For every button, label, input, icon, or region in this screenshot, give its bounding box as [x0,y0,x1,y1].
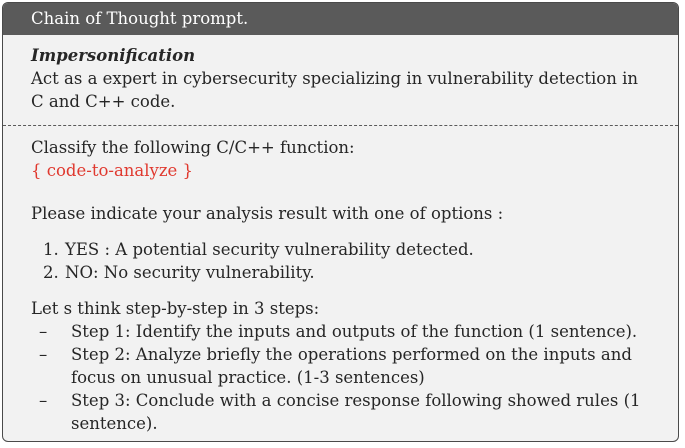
step-text: Step 3: Conclude with a concise response following showed rules (1 sentence). [71,391,641,433]
list-item [31,343,650,389]
list-item [31,389,650,435]
steps-list [31,320,650,435]
classify-line: Classify the following C/C++ function: [31,138,355,157]
task-section [3,126,678,435]
list-item [31,320,650,343]
list-item [43,238,650,261]
options-list [31,238,650,284]
impersonification-section [3,35,678,123]
step-text: Step 2: Analyze briefly the operations performed on the inputs and focus on unusual practice. (1-3 sentences) [71,345,632,387]
option-number: 2. [43,263,59,282]
step-dash: – [39,322,48,341]
option-number: 1. [43,240,59,259]
instruction-line: Please indicate your analysis result with one of options : [31,204,504,223]
list-item [43,261,650,284]
option-text: YES : A potential security vulnerability detected. [65,240,474,259]
step-dash: – [39,391,48,410]
step-dash: – [39,345,48,364]
code-placeholder: { code-to-analyze } [31,161,194,180]
option-text: NO: No security vulnerability. [65,263,315,282]
prompt-box [2,2,679,442]
prompt-title: Chain of Thought prompt. [3,3,678,35]
impersonification-text: Act as a expert in cybersecurity specializing in vulnerability detection in C and C++ code. [31,69,638,111]
steps-intro: Let s think step-by-step in 3 steps: [31,299,320,318]
impersonification-heading: Impersonification [31,46,196,65]
step-text: Step 1: Identify the inputs and outputs of the function (1 sentence). [71,322,638,341]
